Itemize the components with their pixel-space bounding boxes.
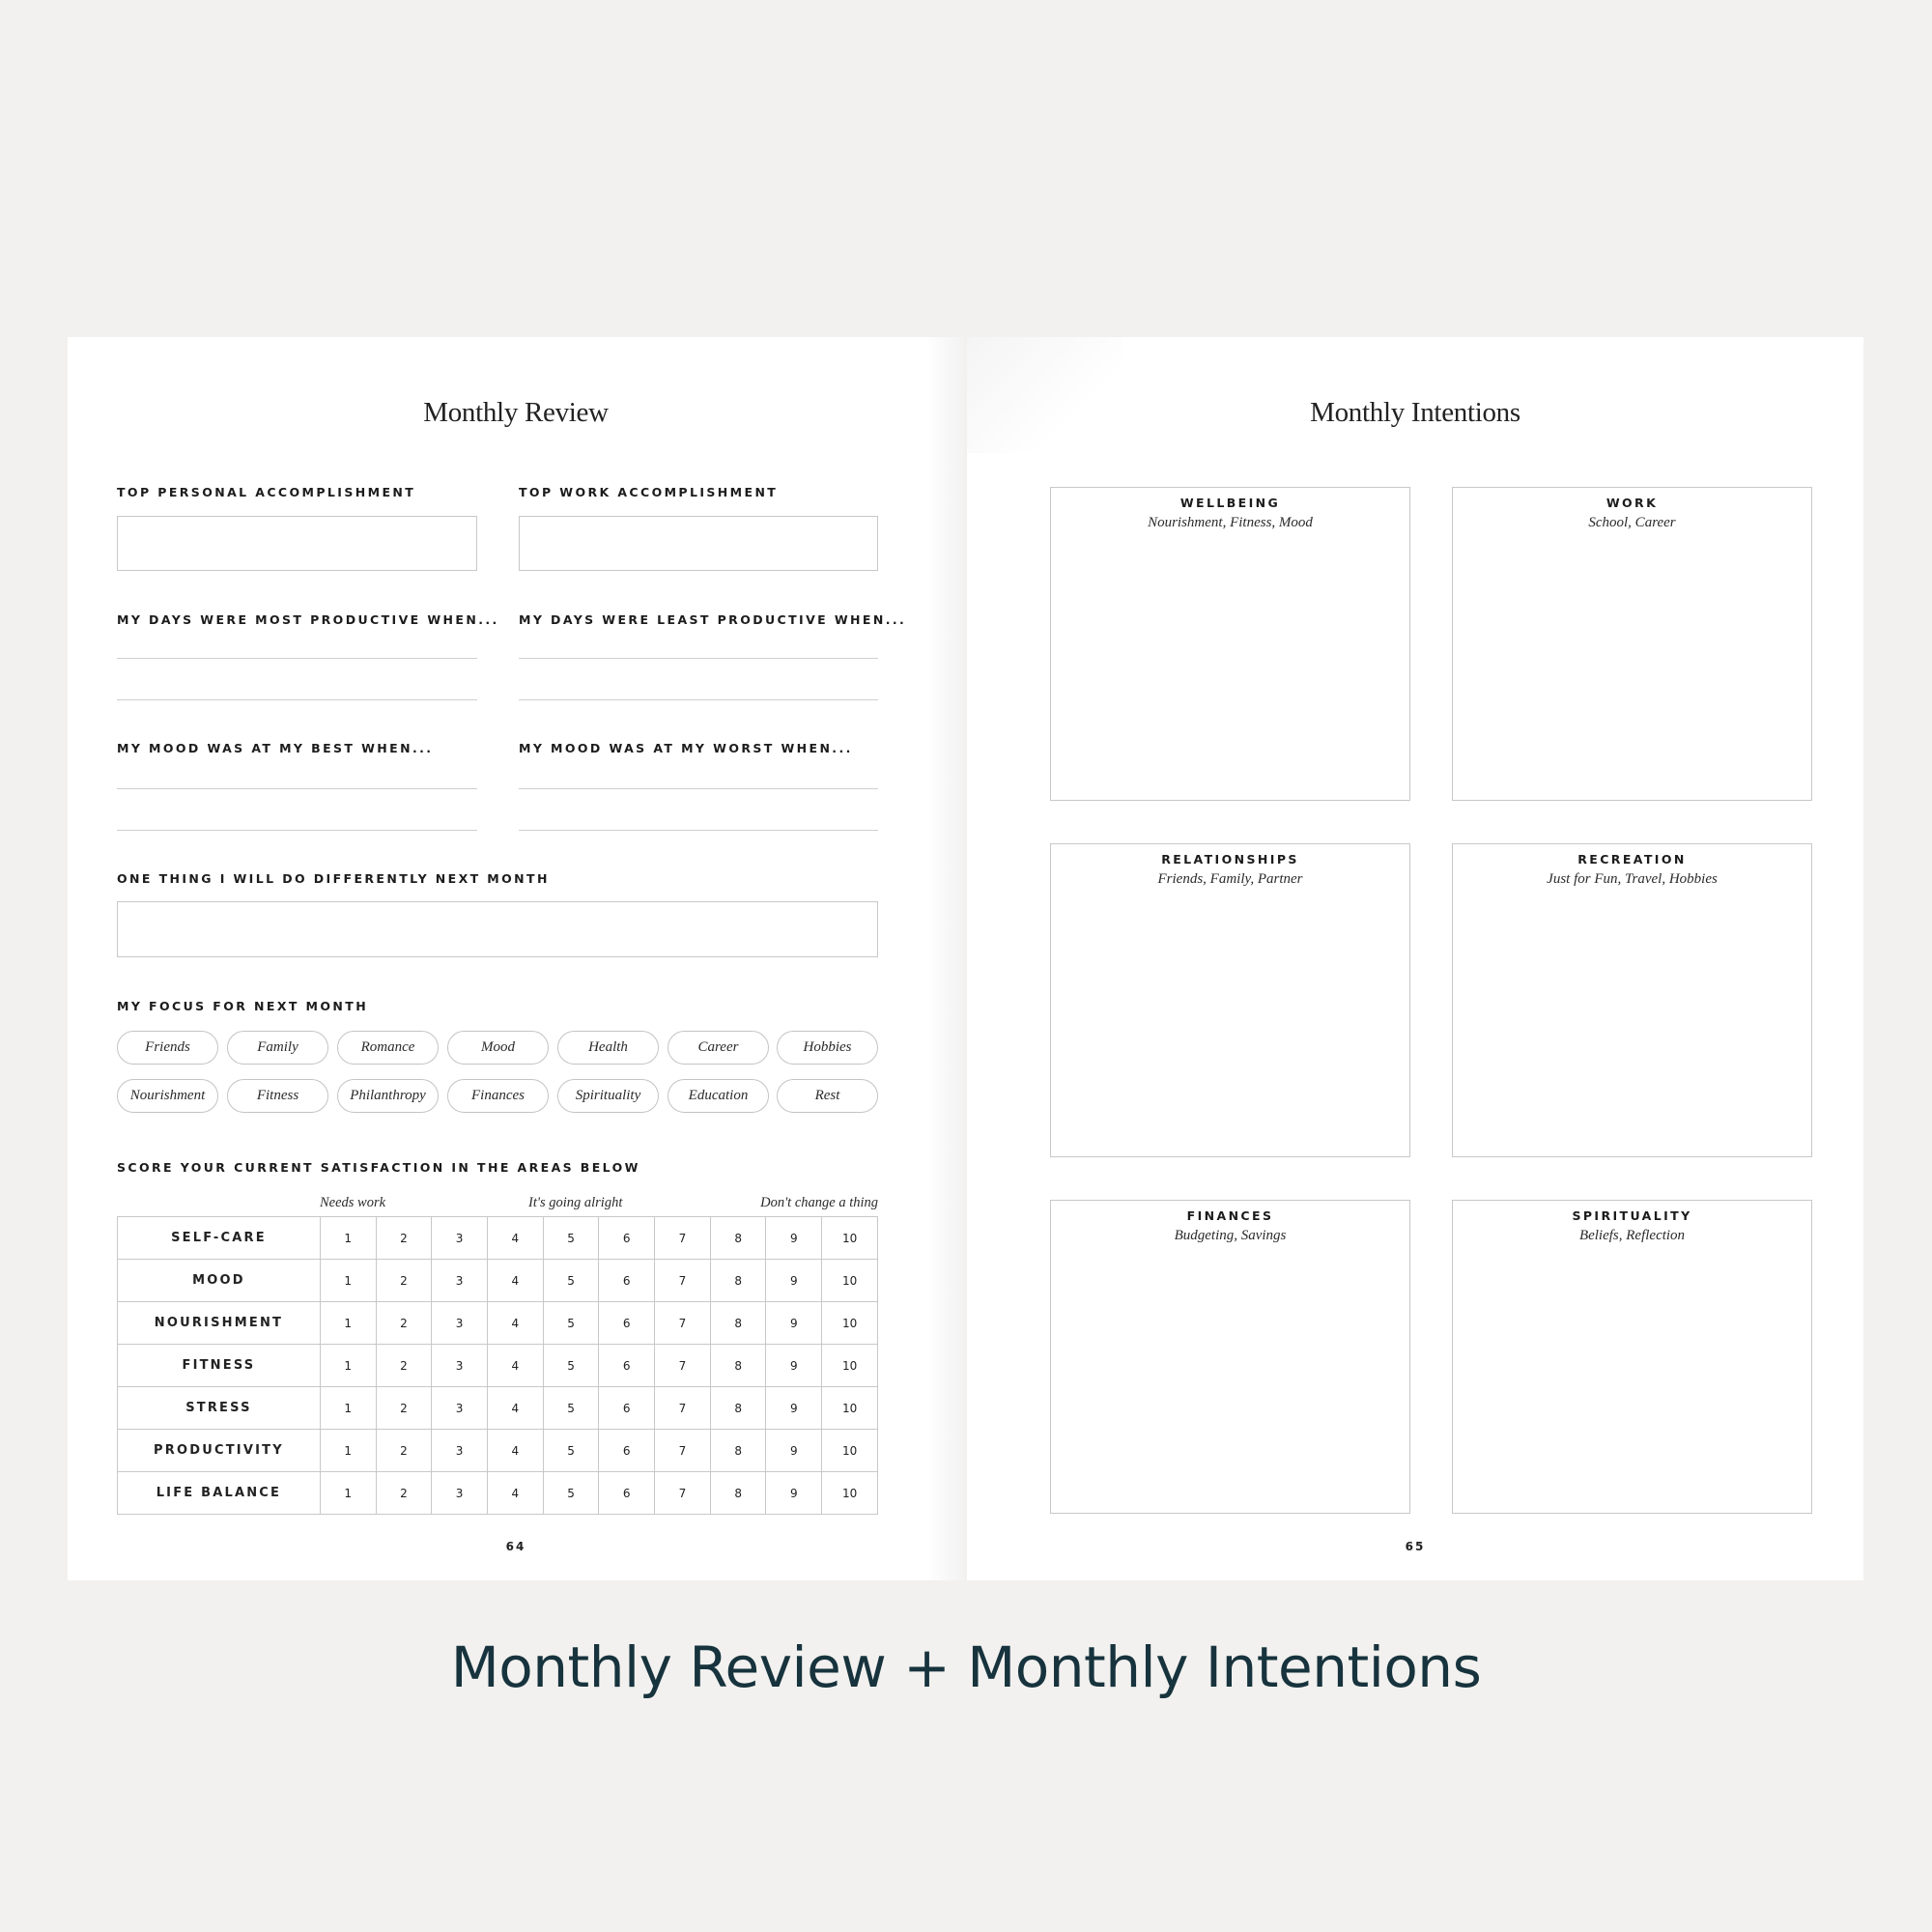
left-page-monthly-review — [68, 337, 964, 1580]
score-cell[interactable]: 1 — [320, 1387, 376, 1430]
score-cell[interactable]: 9 — [766, 1260, 822, 1302]
mood-best-line[interactable] — [117, 830, 477, 831]
score-cell[interactable]: 1 — [320, 1430, 376, 1472]
score-cell[interactable]: 8 — [710, 1345, 766, 1387]
score-cell[interactable]: 9 — [766, 1430, 822, 1472]
score-cell[interactable]: 5 — [543, 1302, 599, 1345]
focus-pill-hobbies[interactable]: Hobbies — [777, 1031, 878, 1065]
score-cell[interactable]: 8 — [710, 1217, 766, 1260]
score-cell[interactable]: 4 — [487, 1472, 543, 1515]
focus-pill-health[interactable]: Health — [557, 1031, 659, 1065]
score-category: MOOD — [118, 1260, 321, 1302]
score-cell[interactable]: 5 — [543, 1345, 599, 1387]
score-cell[interactable]: 1 — [320, 1302, 376, 1345]
top-personal-label: TOP PERSONAL ACCOMPLISHMENT — [117, 485, 416, 499]
score-cell[interactable]: 10 — [822, 1430, 878, 1472]
score-cell[interactable]: 4 — [487, 1387, 543, 1430]
most-productive-label: MY DAYS WERE MOST PRODUCTIVE WHEN... — [117, 612, 499, 627]
score-cell[interactable]: 7 — [655, 1302, 711, 1345]
focus-pill-friends[interactable]: Friends — [117, 1031, 218, 1065]
most-productive-line[interactable] — [117, 699, 477, 700]
mood-worst-label: MY MOOD WAS AT MY WORST WHEN... — [519, 741, 853, 755]
score-cell[interactable]: 8 — [710, 1430, 766, 1472]
score-cell[interactable]: 3 — [432, 1472, 488, 1515]
intention-box-work[interactable] — [1452, 487, 1812, 801]
score-category: SELF-CARE — [118, 1217, 321, 1260]
score-cell[interactable]: 2 — [376, 1217, 432, 1260]
score-cell[interactable]: 4 — [487, 1302, 543, 1345]
score-cell[interactable]: 7 — [655, 1260, 711, 1302]
score-row — [118, 1387, 878, 1430]
top-personal-field[interactable] — [117, 516, 477, 571]
score-cell[interactable]: 8 — [710, 1260, 766, 1302]
intention-box-wellbeing[interactable] — [1050, 487, 1410, 801]
focus-pill-fitness[interactable]: Fitness — [227, 1079, 328, 1113]
score-cell[interactable]: 7 — [655, 1217, 711, 1260]
score-cell[interactable]: 2 — [376, 1345, 432, 1387]
score-cell[interactable]: 2 — [376, 1387, 432, 1430]
least-productive-line[interactable] — [519, 699, 878, 700]
mood-best-line[interactable] — [117, 788, 477, 789]
intention-box-relationships[interactable] — [1050, 843, 1410, 1157]
focus-pill-spirituality[interactable]: Spirituality — [557, 1079, 659, 1113]
score-cell[interactable]: 10 — [822, 1302, 878, 1345]
intention-box-recreation[interactable] — [1452, 843, 1812, 1157]
score-cell[interactable]: 2 — [376, 1302, 432, 1345]
scale-high-label: Don't change a thing — [760, 1195, 878, 1210]
focus-pill-nourishment[interactable]: Nourishment — [117, 1079, 218, 1113]
score-row — [118, 1302, 878, 1345]
score-cell[interactable]: 7 — [655, 1387, 711, 1430]
score-cell[interactable]: 6 — [599, 1472, 655, 1515]
score-cell[interactable]: 4 — [487, 1217, 543, 1260]
score-cell[interactable]: 6 — [599, 1430, 655, 1472]
score-cell[interactable]: 3 — [432, 1430, 488, 1472]
score-cell[interactable]: 10 — [822, 1345, 878, 1387]
intention-subtitle: Just for Fun, Travel, Hobbies — [1547, 871, 1718, 887]
one-thing-field[interactable] — [117, 901, 878, 957]
score-cell[interactable]: 7 — [655, 1345, 711, 1387]
score-cell[interactable]: 4 — [487, 1345, 543, 1387]
scale-mid-label: It's going alright — [528, 1195, 623, 1210]
score-cell[interactable]: 6 — [599, 1345, 655, 1387]
score-cell[interactable]: 8 — [710, 1387, 766, 1430]
score-row — [118, 1430, 878, 1472]
score-cell[interactable]: 9 — [766, 1302, 822, 1345]
intention-subtitle: Budgeting, Savings — [1174, 1228, 1287, 1243]
top-work-field[interactable] — [519, 516, 878, 571]
page-number: 64 — [505, 1540, 526, 1553]
score-cell[interactable]: 6 — [599, 1302, 655, 1345]
score-row — [118, 1345, 878, 1387]
score-cell[interactable]: 3 — [432, 1345, 488, 1387]
score-cell[interactable]: 1 — [320, 1345, 376, 1387]
score-cell[interactable]: 1 — [320, 1217, 376, 1260]
focus-pill-career[interactable]: Career — [668, 1031, 769, 1065]
score-cell[interactable]: 9 — [766, 1345, 822, 1387]
score-cell[interactable]: 9 — [766, 1387, 822, 1430]
score-category: LIFE BALANCE — [118, 1472, 321, 1515]
intention-box-spirituality[interactable] — [1452, 1200, 1812, 1514]
focus-pill-romance[interactable]: Romance — [337, 1031, 439, 1065]
score-cell[interactable]: 5 — [543, 1430, 599, 1472]
score-cell[interactable]: 10 — [822, 1260, 878, 1302]
satisfaction-score-table — [117, 1216, 878, 1515]
score-category: FITNESS — [118, 1345, 321, 1387]
intention-title: SPIRITUALITY — [1572, 1208, 1692, 1223]
intention-title: RECREATION — [1577, 852, 1687, 867]
focus-pill-family[interactable]: Family — [227, 1031, 328, 1065]
score-cell[interactable]: 5 — [543, 1387, 599, 1430]
intention-title: FINANCES — [1186, 1208, 1274, 1223]
score-cell[interactable]: 2 — [376, 1430, 432, 1472]
score-cell[interactable]: 4 — [487, 1260, 543, 1302]
intention-box-finances[interactable] — [1050, 1200, 1410, 1514]
score-cell[interactable]: 3 — [432, 1217, 488, 1260]
score-cell[interactable]: 3 — [432, 1387, 488, 1430]
intention-subtitle: Beliefs, Reflection — [1578, 1228, 1686, 1243]
score-cell[interactable]: 6 — [599, 1387, 655, 1430]
score-cell[interactable]: 4 — [487, 1430, 543, 1472]
score-cell[interactable]: 6 — [599, 1217, 655, 1260]
intention-title: WELLBEING — [1179, 496, 1281, 510]
focus-pill-finances[interactable]: Finances — [447, 1079, 549, 1113]
mood-worst-line[interactable] — [519, 788, 878, 789]
focus-pill-rest[interactable]: Rest — [777, 1079, 878, 1113]
score-row — [118, 1260, 878, 1302]
intention-title: WORK — [1605, 496, 1659, 510]
intention-subtitle: Friends, Family, Partner — [1157, 871, 1303, 887]
mood-best-label: MY MOOD WAS AT MY BEST WHEN... — [117, 741, 434, 755]
focus-label: MY FOCUS FOR NEXT MONTH — [117, 999, 369, 1013]
intention-title: RELATIONSHIPS — [1161, 852, 1299, 867]
score-cell[interactable]: 1 — [320, 1472, 376, 1515]
score-category: NOURISHMENT — [118, 1302, 321, 1345]
most-productive-line[interactable] — [117, 658, 477, 659]
score-cell[interactable]: 9 — [766, 1472, 822, 1515]
page-title: Monthly Review — [423, 397, 609, 428]
score-cell[interactable]: 7 — [655, 1430, 711, 1472]
score-cell[interactable]: 5 — [543, 1217, 599, 1260]
score-cell[interactable]: 5 — [543, 1472, 599, 1515]
focus-pill-education[interactable]: Education — [668, 1079, 769, 1113]
score-cell[interactable]: 2 — [376, 1472, 432, 1515]
score-cell[interactable]: 10 — [822, 1472, 878, 1515]
score-cell[interactable]: 10 — [822, 1217, 878, 1260]
top-work-label: TOP WORK ACCOMPLISHMENT — [519, 485, 779, 499]
score-row — [118, 1217, 878, 1260]
one-thing-label: ONE THING I WILL DO DIFFERENTLY NEXT MONTH — [117, 871, 550, 886]
intention-subtitle: Nourishment, Fitness, Mood — [1148, 515, 1313, 530]
mood-worst-line[interactable] — [519, 830, 878, 831]
score-cell[interactable]: 3 — [432, 1260, 488, 1302]
score-category: PRODUCTIVITY — [118, 1430, 321, 1472]
page-title: Monthly Intentions — [1310, 397, 1520, 428]
score-cell[interactable]: 9 — [766, 1217, 822, 1260]
focus-pill-mood[interactable]: Mood — [447, 1031, 549, 1065]
score-cell[interactable]: 6 — [599, 1260, 655, 1302]
least-productive-line[interactable] — [519, 658, 878, 659]
page-number: 65 — [1405, 1540, 1426, 1553]
score-row — [118, 1472, 878, 1515]
scale-low-label: Needs work — [320, 1195, 386, 1210]
score-cell[interactable]: 2 — [376, 1260, 432, 1302]
intention-subtitle: School, Career — [1588, 515, 1676, 530]
caption: Monthly Review + Monthly Intentions — [450, 1634, 1482, 1700]
least-productive-label: MY DAYS WERE LEAST PRODUCTIVE WHEN... — [519, 612, 907, 627]
score-category: STRESS — [118, 1387, 321, 1430]
score-cell[interactable]: 5 — [543, 1260, 599, 1302]
score-cell[interactable]: 1 — [320, 1260, 376, 1302]
score-cell[interactable]: 7 — [655, 1472, 711, 1515]
score-cell[interactable]: 8 — [710, 1302, 766, 1345]
right-page-monthly-intentions — [967, 337, 1863, 1580]
focus-pill-philanthropy[interactable]: Philanthropy — [337, 1079, 439, 1113]
score-cell[interactable]: 3 — [432, 1302, 488, 1345]
score-cell[interactable]: 8 — [710, 1472, 766, 1515]
score-label: SCORE YOUR CURRENT SATISFACTION IN THE AREAS BELOW — [117, 1160, 640, 1175]
score-cell[interactable]: 10 — [822, 1387, 878, 1430]
